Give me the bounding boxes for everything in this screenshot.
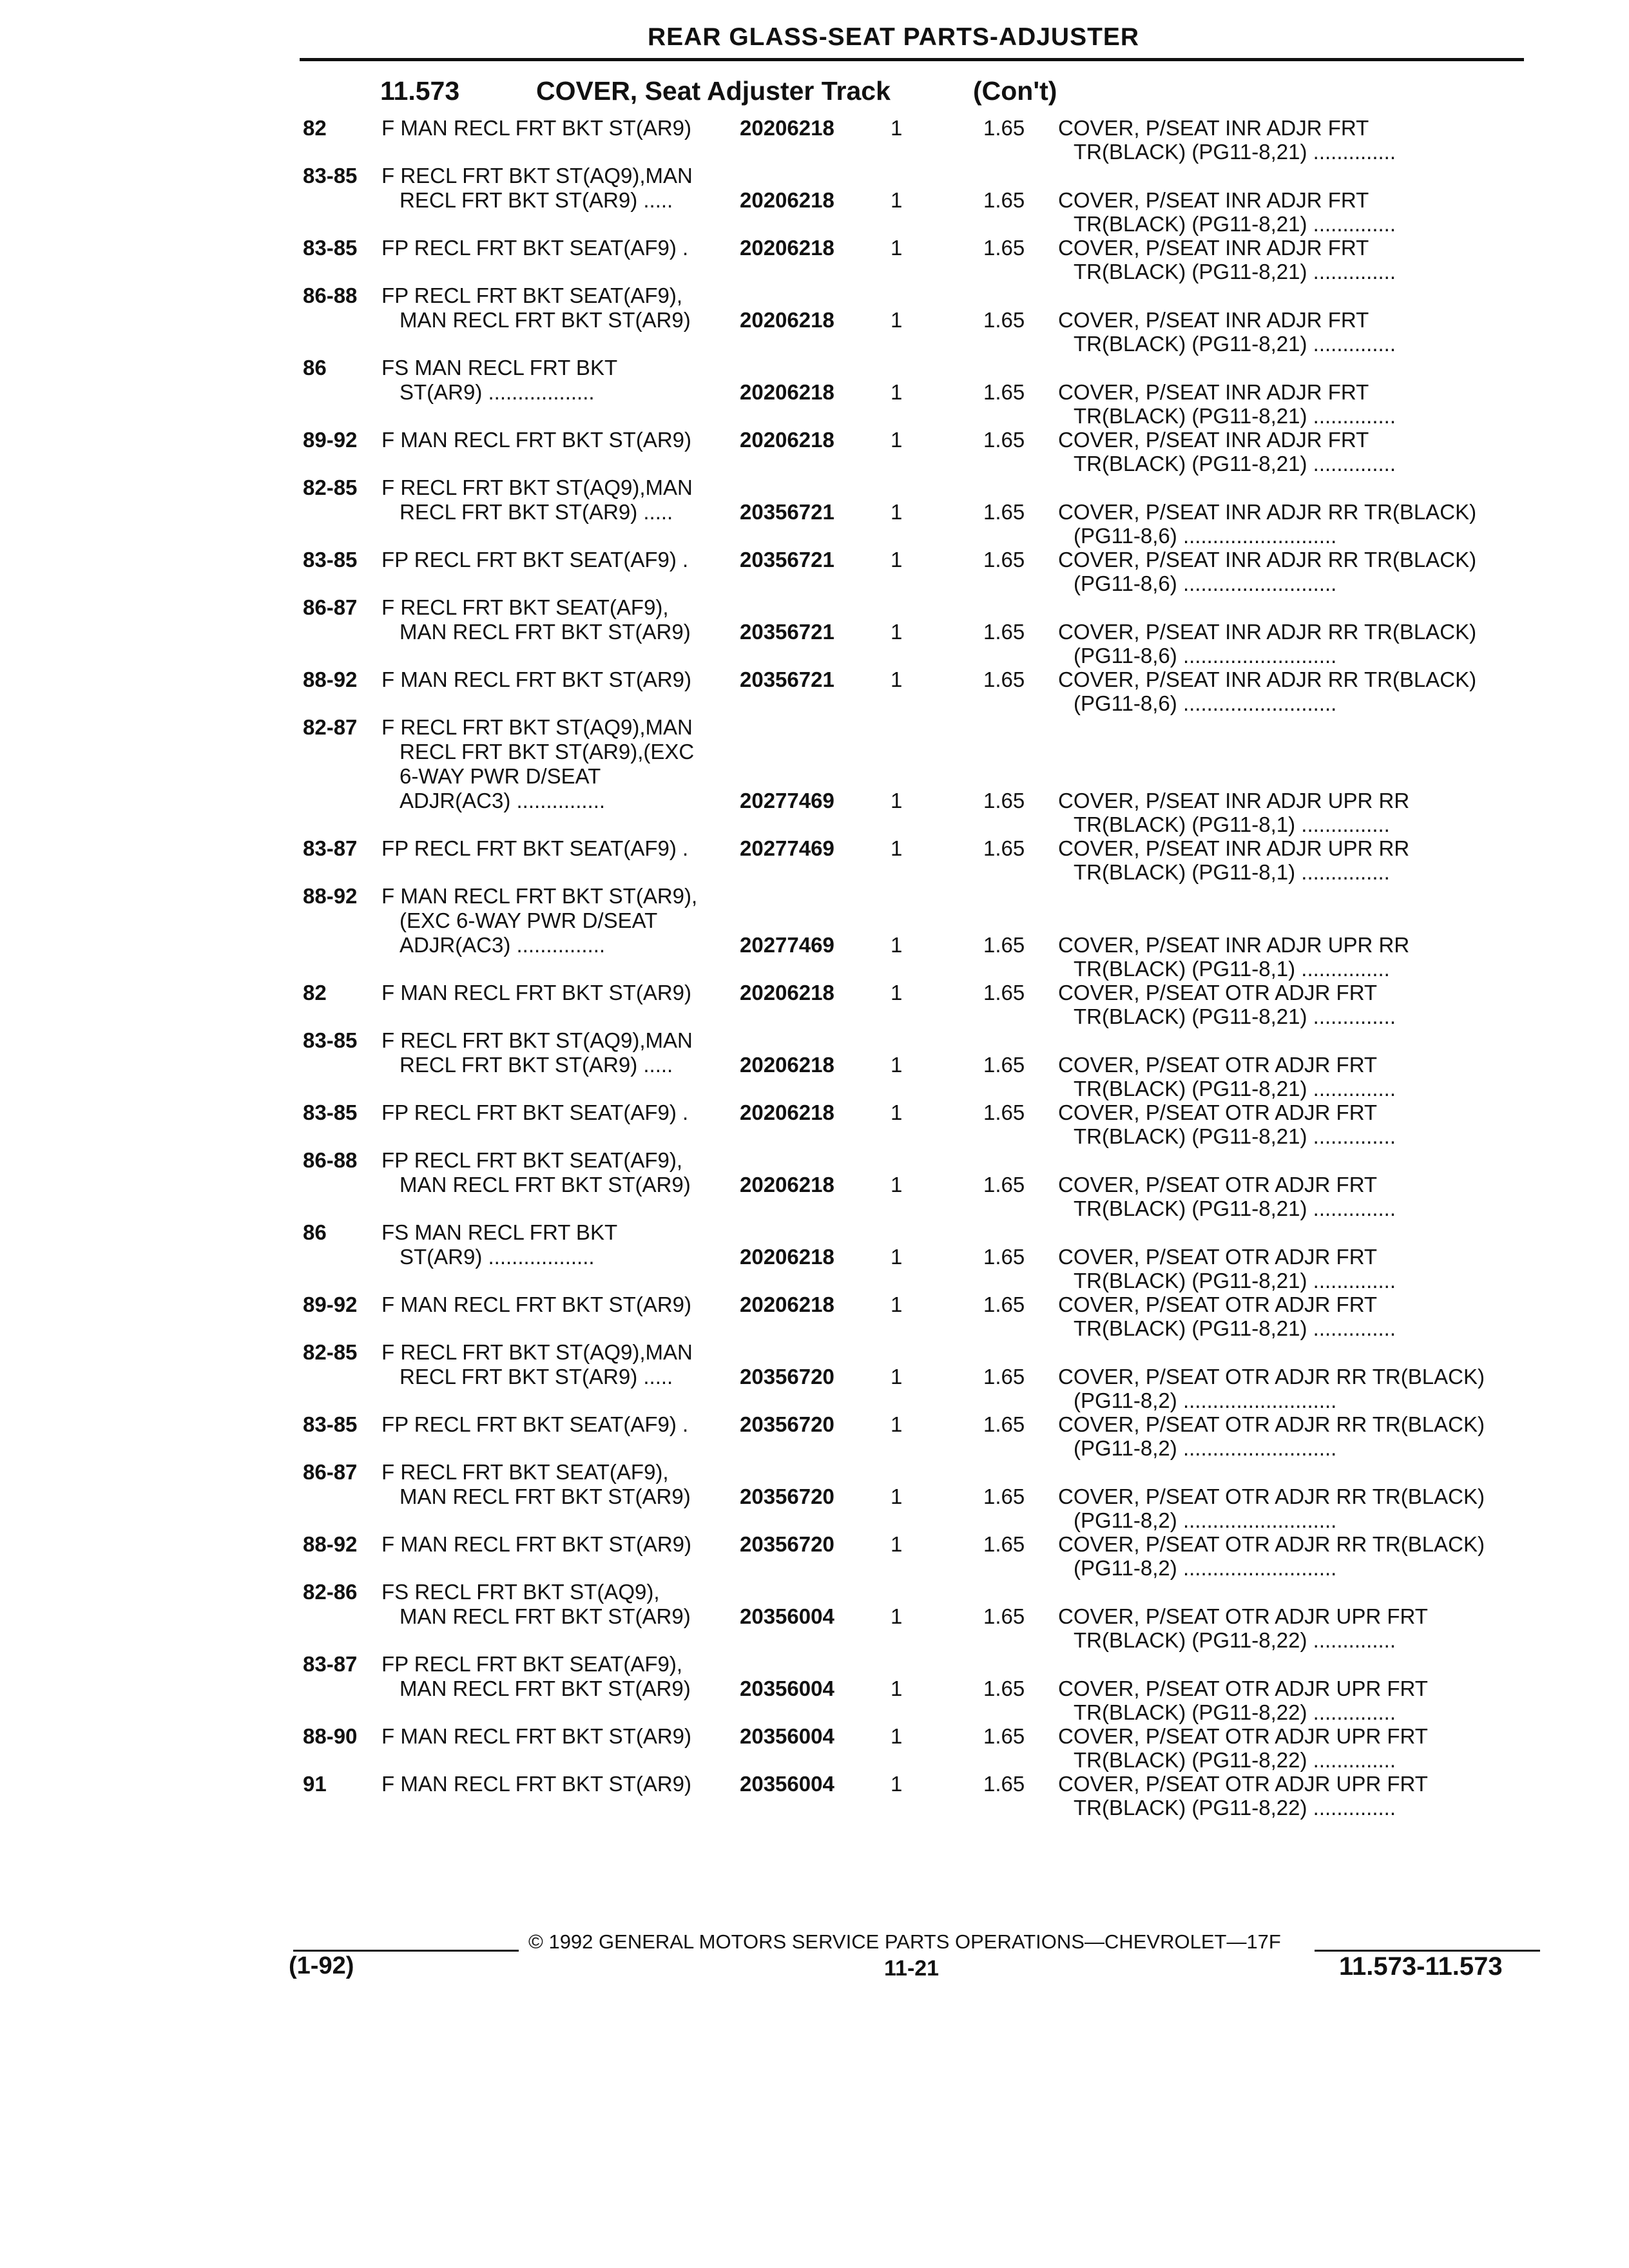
footer-page-number: 11-21	[884, 1956, 940, 1981]
description-line: F MAN RECL FRT BKT ST(AR9)	[381, 981, 692, 1004]
price: 1.65	[983, 1245, 1025, 1269]
part-name	[1058, 1532, 1485, 1580]
part-name-line: (PG11-8,6) ..........................	[1074, 524, 1337, 548]
footer-rule-left	[293, 1950, 519, 1952]
part-number: 20206218	[740, 236, 834, 260]
description-line: MAN RECL FRT BKT ST(AR9)	[400, 308, 691, 332]
part-name-line: (PG11-8,2) ..........................	[1074, 1556, 1337, 1580]
price: 1.65	[983, 1485, 1025, 1508]
description-line: MAN RECL FRT BKT ST(AR9)	[400, 1604, 691, 1628]
part-name-line: COVER, P/SEAT OTR ADJR RR TR(BLACK)	[1058, 1532, 1485, 1556]
quantity: 1	[891, 1772, 903, 1796]
part-name-line: TR(BLACK) (PG11-8,1) ...............	[1074, 812, 1390, 836]
model-years: 86-88	[303, 1148, 358, 1172]
part-number: 20356004	[740, 1604, 834, 1628]
model-years: 82	[303, 981, 327, 1004]
quantity: 1	[891, 1293, 903, 1316]
model-years: 88-92	[303, 884, 358, 908]
price: 1.65	[983, 380, 1025, 404]
quantity: 1	[891, 1173, 903, 1196]
description-line: F RECL FRT BKT ST(AQ9),MAN	[381, 1028, 693, 1052]
model-years: 83-85	[303, 1412, 358, 1436]
model-years: 91	[303, 1772, 327, 1796]
table-row	[0, 1580, 1629, 1652]
description-line: MAN RECL FRT BKT ST(AR9)	[400, 1173, 691, 1196]
model-years: 83-87	[303, 836, 358, 860]
application-description	[381, 1100, 688, 1125]
part-name-line: TR(BLACK) (PG11-8,22) ..............	[1074, 1700, 1396, 1724]
table-row	[0, 476, 1629, 548]
part-number: 20206218	[740, 981, 834, 1004]
part-number: 20277469	[740, 836, 834, 860]
application-description	[381, 236, 688, 260]
application-description	[381, 715, 694, 813]
part-name-line: COVER, P/SEAT INR ADJR FRT	[1058, 428, 1369, 452]
part-name-line: COVER, P/SEAT INR ADJR RR TR(BLACK)	[1058, 500, 1477, 524]
part-number: 20356720	[740, 1412, 834, 1436]
description-line: FP RECL FRT BKT SEAT(AF9) .	[381, 548, 689, 572]
part-number: 20206218	[740, 116, 834, 140]
part-name-line: COVER, P/SEAT INR ADJR UPR RR	[1058, 789, 1410, 812]
part-name-line: COVER, P/SEAT OTR ADJR UPR FRT	[1058, 1604, 1428, 1628]
part-number: 20356721	[740, 548, 834, 572]
quantity: 1	[891, 116, 903, 140]
part-name	[1058, 1365, 1485, 1412]
table-row	[0, 981, 1629, 1028]
part-name-line: TR(BLACK) (PG11-8,22) ..............	[1074, 1796, 1396, 1820]
part-name-line: TR(BLACK) (PG11-8,21) ..............	[1074, 1269, 1396, 1293]
application-description	[381, 476, 693, 524]
price: 1.65	[983, 428, 1025, 452]
price: 1.65	[983, 116, 1025, 140]
part-name-line: COVER, P/SEAT INR ADJR FRT	[1058, 308, 1369, 332]
part-number: 20356720	[740, 1485, 834, 1508]
model-years: 83-85	[303, 164, 358, 187]
quantity: 1	[891, 933, 903, 957]
part-name	[1058, 1053, 1396, 1100]
part-number: 20356004	[740, 1724, 834, 1748]
part-name-line: TR(BLACK) (PG11-8,21) ..............	[1074, 404, 1396, 428]
application-description	[381, 1293, 691, 1317]
description-line: FP RECL FRT BKT SEAT(AF9),	[381, 1148, 682, 1172]
part-name	[1058, 116, 1396, 164]
part-number: 20206218	[740, 380, 834, 404]
part-name-line: COVER, P/SEAT OTR ADJR UPR FRT	[1058, 1772, 1428, 1796]
part-name-line: COVER, P/SEAT OTR ADJR UPR FRT	[1058, 1677, 1428, 1700]
model-years: 86-87	[303, 595, 358, 619]
price: 1.65	[983, 668, 1025, 691]
part-number: 20356720	[740, 1365, 834, 1389]
part-name-line: TR(BLACK) (PG11-8,21) ..............	[1074, 212, 1396, 236]
part-number: 20206218	[740, 1053, 834, 1077]
description-line: F MAN RECL FRT BKT ST(AR9)	[381, 116, 692, 140]
table-row	[0, 1724, 1629, 1772]
model-years: 82-85	[303, 476, 358, 499]
part-name-line: COVER, P/SEAT OTR ADJR RR TR(BLACK)	[1058, 1412, 1485, 1436]
part-name-line: TR(BLACK) (PG11-8,1) ...............	[1074, 957, 1390, 981]
price: 1.65	[983, 981, 1025, 1004]
table-row	[0, 1148, 1629, 1220]
description-line: FS RECL FRT BKT ST(AQ9),	[381, 1580, 660, 1604]
quantity: 1	[891, 620, 903, 644]
table-row	[0, 1220, 1629, 1293]
table-row	[0, 1772, 1629, 1820]
table-row	[0, 715, 1629, 836]
price: 1.65	[983, 236, 1025, 260]
description-line: ADJR(AC3) ...............	[400, 789, 606, 812]
table-row	[0, 1532, 1629, 1580]
application-description	[381, 356, 617, 405]
description-line: FP RECL FRT BKT SEAT(AF9) .	[381, 1412, 689, 1436]
application-description	[381, 1772, 691, 1796]
price: 1.65	[983, 1100, 1025, 1124]
price: 1.65	[983, 1412, 1025, 1436]
description-line: MAN RECL FRT BKT ST(AR9)	[400, 620, 691, 644]
application-description	[381, 981, 691, 1005]
continued-label: (Con't)	[973, 76, 1057, 106]
description-line: F MAN RECL FRT BKT ST(AR9)	[381, 1772, 692, 1796]
part-name	[1058, 1724, 1428, 1772]
description-line: F RECL FRT BKT ST(AQ9),MAN	[381, 476, 693, 499]
part-number: 20206218	[740, 188, 834, 212]
part-number: 20356004	[740, 1772, 834, 1796]
footer-range: 11.573-11.573	[1339, 1952, 1503, 1981]
part-number: 20277469	[740, 933, 834, 957]
application-description	[381, 116, 691, 140]
description-line: ADJR(AC3) ...............	[400, 933, 606, 957]
part-name	[1058, 380, 1396, 428]
description-line: MAN RECL FRT BKT ST(AR9)	[400, 1485, 691, 1508]
description-line: ST(AR9) ..................	[400, 380, 595, 404]
part-name-line: TR(BLACK) (PG11-8,21) ..............	[1074, 1077, 1396, 1100]
model-years: 83-85	[303, 1028, 358, 1052]
quantity: 1	[891, 836, 903, 860]
quantity: 1	[891, 548, 903, 572]
description-line: ST(AR9) ..................	[400, 1245, 595, 1269]
model-years: 83-85	[303, 236, 358, 260]
part-number: 20356004	[740, 1677, 834, 1700]
quantity: 1	[891, 1100, 903, 1124]
description-line: F RECL FRT BKT ST(AQ9),MAN	[381, 164, 693, 187]
part-name-line: TR(BLACK) (PG11-8,21) ..............	[1074, 260, 1396, 284]
price: 1.65	[983, 1173, 1025, 1196]
application-description	[381, 836, 688, 861]
part-name-line: COVER, P/SEAT OTR ADJR FRT	[1058, 1173, 1378, 1196]
part-name-line: COVER, P/SEAT OTR ADJR RR TR(BLACK)	[1058, 1485, 1485, 1508]
model-years: 86	[303, 1220, 327, 1244]
application-description	[381, 1532, 691, 1557]
description-line: F MAN RECL FRT BKT ST(AR9)	[381, 1532, 692, 1556]
part-number: 20206218	[740, 1100, 834, 1124]
application-description	[381, 1148, 691, 1197]
part-name-line: (PG11-8,6) ..........................	[1074, 691, 1337, 715]
model-years: 86	[303, 356, 327, 380]
part-name	[1058, 836, 1409, 884]
quantity: 1	[891, 1245, 903, 1269]
application-description	[381, 1724, 691, 1749]
footer-copyright: © 1992 GENERAL MOTORS SERVICE PARTS OPERATIONS—CHEVROLET—17F	[528, 1930, 1281, 1953]
part-name-line: (PG11-8,2) ..........................	[1074, 1389, 1337, 1412]
quantity: 1	[891, 500, 903, 524]
application-description	[381, 428, 691, 452]
part-name-line: (PG11-8,6) ..........................	[1074, 644, 1337, 668]
price: 1.65	[983, 1293, 1025, 1316]
part-name	[1058, 668, 1476, 715]
description-line: RECL FRT BKT ST(AR9) .....	[400, 1053, 673, 1077]
table-row	[0, 548, 1629, 595]
description-line: FP RECL FRT BKT SEAT(AF9) .	[381, 1100, 689, 1124]
part-name	[1058, 789, 1409, 836]
description-line: FS MAN RECL FRT BKT	[381, 1220, 618, 1244]
description-line: F RECL FRT BKT ST(AQ9),MAN	[381, 715, 693, 739]
price: 1.65	[983, 620, 1025, 644]
table-row	[0, 428, 1629, 476]
quantity: 1	[891, 1724, 903, 1748]
part-name-line: TR(BLACK) (PG11-8,21) ..............	[1074, 140, 1396, 164]
price: 1.65	[983, 1677, 1025, 1700]
price: 1.65	[983, 1365, 1025, 1389]
part-name	[1058, 1173, 1396, 1220]
model-years: 82-86	[303, 1580, 358, 1604]
model-years: 88-90	[303, 1724, 358, 1748]
quantity: 1	[891, 1053, 903, 1077]
model-years: 88-92	[303, 668, 358, 691]
application-description	[381, 548, 688, 572]
part-name	[1058, 188, 1396, 236]
description-line: 6-WAY PWR D/SEAT	[400, 764, 601, 788]
part-name-line: COVER, P/SEAT OTR ADJR FRT	[1058, 1100, 1378, 1124]
description-line: FP RECL FRT BKT SEAT(AF9),	[381, 284, 682, 307]
price: 1.65	[983, 308, 1025, 332]
application-description	[381, 1460, 691, 1509]
group-number: 11.573	[380, 76, 460, 106]
application-description	[381, 284, 691, 332]
description-line: F RECL FRT BKT SEAT(AF9),	[381, 595, 669, 619]
part-name	[1058, 1485, 1485, 1532]
part-name-line: COVER, P/SEAT INR ADJR FRT	[1058, 380, 1369, 404]
price: 1.65	[983, 548, 1025, 572]
price: 1.65	[983, 1532, 1025, 1556]
description-line: F MAN RECL FRT BKT ST(AR9)	[381, 668, 692, 691]
part-name	[1058, 1100, 1396, 1148]
description-line: RECL FRT BKT ST(AR9) .....	[400, 500, 673, 524]
application-description	[381, 1028, 693, 1077]
quantity: 1	[891, 1365, 903, 1389]
description-line: FP RECL FRT BKT SEAT(AF9) .	[381, 836, 689, 860]
table-row	[0, 284, 1629, 356]
footer-rule-right	[1315, 1950, 1540, 1952]
model-years: 89-92	[303, 428, 358, 452]
footer-date-code: (1-92)	[289, 1952, 354, 1979]
part-name	[1058, 933, 1409, 981]
price: 1.65	[983, 500, 1025, 524]
application-description	[381, 164, 693, 213]
application-description	[381, 1340, 693, 1389]
description-line: FP RECL FRT BKT SEAT(AF9),	[381, 1652, 682, 1676]
application-description	[381, 884, 697, 957]
price: 1.65	[983, 933, 1025, 957]
quantity: 1	[891, 188, 903, 212]
part-name	[1058, 1293, 1396, 1340]
quantity: 1	[891, 789, 903, 812]
part-name-line: COVER, P/SEAT OTR ADJR UPR FRT	[1058, 1724, 1428, 1748]
model-years: 82-87	[303, 715, 358, 739]
part-name	[1058, 428, 1396, 476]
part-name	[1058, 1412, 1485, 1460]
description-line: (EXC 6-WAY PWR D/SEAT	[400, 908, 658, 932]
part-name-line: COVER, P/SEAT INR ADJR FRT	[1058, 116, 1369, 140]
part-name	[1058, 1677, 1428, 1724]
part-name-line: COVER, P/SEAT INR ADJR RR TR(BLACK)	[1058, 668, 1477, 691]
description-line: MAN RECL FRT BKT ST(AR9)	[400, 1677, 691, 1700]
table-row	[0, 1293, 1629, 1340]
price: 1.65	[983, 188, 1025, 212]
part-name-line: COVER, P/SEAT INR ADJR UPR RR	[1058, 836, 1410, 860]
description-line: F RECL FRT BKT ST(AQ9),MAN	[381, 1340, 693, 1364]
page-title: REAR GLASS-SEAT PARTS-ADJUSTER	[648, 23, 1140, 51]
part-name-line: (PG11-8,2) ..........................	[1074, 1508, 1337, 1532]
price: 1.65	[983, 1604, 1025, 1628]
application-description	[381, 1652, 691, 1701]
part-name-line: COVER, P/SEAT INR ADJR UPR RR	[1058, 933, 1410, 957]
quantity: 1	[891, 1677, 903, 1700]
quantity: 1	[891, 380, 903, 404]
part-name-line: COVER, P/SEAT OTR ADJR FRT	[1058, 1053, 1378, 1077]
model-years: 86-88	[303, 284, 358, 307]
model-years: 83-87	[303, 1652, 358, 1676]
part-number: 20206218	[740, 428, 834, 452]
part-name-line: COVER, P/SEAT OTR ADJR FRT	[1058, 981, 1378, 1004]
description-line: F MAN RECL FRT BKT ST(AR9),	[381, 884, 698, 908]
model-years: 82-85	[303, 1340, 358, 1364]
part-number: 20356721	[740, 668, 834, 691]
description-line: RECL FRT BKT ST(AR9),(EXC	[400, 740, 695, 764]
price: 1.65	[983, 1772, 1025, 1796]
part-name-line: (PG11-8,2) ..........................	[1074, 1436, 1337, 1460]
part-name-line: TR(BLACK) (PG11-8,21) ..............	[1074, 332, 1396, 356]
part-name	[1058, 500, 1476, 548]
part-name-line: COVER, P/SEAT INR ADJR RR TR(BLACK)	[1058, 620, 1477, 644]
group-name: COVER, Seat Adjuster Track	[536, 76, 891, 106]
part-name	[1058, 1604, 1428, 1652]
table-row	[0, 668, 1629, 715]
part-name	[1058, 236, 1396, 284]
part-name	[1058, 1245, 1396, 1293]
price: 1.65	[983, 789, 1025, 812]
model-years: 86-87	[303, 1460, 358, 1484]
part-number: 20206218	[740, 1245, 834, 1269]
table-row	[0, 1460, 1629, 1532]
part-name-line: COVER, P/SEAT INR ADJR FRT	[1058, 236, 1369, 260]
part-name-line: COVER, P/SEAT INR ADJR RR TR(BLACK)	[1058, 548, 1477, 572]
part-name	[1058, 1772, 1428, 1820]
description-line: FS MAN RECL FRT BKT	[381, 356, 618, 380]
description-line: RECL FRT BKT ST(AR9) .....	[400, 188, 673, 212]
quantity: 1	[891, 1485, 903, 1508]
part-name-line: TR(BLACK) (PG11-8,21) ..............	[1074, 1196, 1396, 1220]
description-line: F MAN RECL FRT BKT ST(AR9)	[381, 1724, 692, 1748]
part-name-line: TR(BLACK) (PG11-8,22) ..............	[1074, 1628, 1396, 1652]
part-number: 20206218	[740, 1293, 834, 1316]
quantity: 1	[891, 1412, 903, 1436]
table-row	[0, 884, 1629, 981]
part-name	[1058, 548, 1476, 595]
part-name-line: COVER, P/SEAT OTR ADJR FRT	[1058, 1245, 1378, 1269]
table-row	[0, 116, 1629, 164]
price: 1.65	[983, 1724, 1025, 1748]
part-name-line: COVER, P/SEAT INR ADJR FRT	[1058, 188, 1369, 212]
table-row	[0, 595, 1629, 668]
table-row	[0, 356, 1629, 428]
quantity: 1	[891, 1604, 903, 1628]
part-name	[1058, 981, 1396, 1028]
model-years: 83-85	[303, 1100, 358, 1124]
description-line: RECL FRT BKT ST(AR9) .....	[400, 1365, 673, 1389]
part-number: 20356720	[740, 1532, 834, 1556]
application-description	[381, 1580, 691, 1629]
table-row	[0, 1100, 1629, 1148]
description-line: F MAN RECL FRT BKT ST(AR9)	[381, 428, 692, 452]
table-row	[0, 836, 1629, 884]
quantity: 1	[891, 668, 903, 691]
part-name-line: TR(BLACK) (PG11-8,21) ..............	[1074, 1004, 1396, 1028]
part-name-line: COVER, P/SEAT OTR ADJR RR TR(BLACK)	[1058, 1365, 1485, 1389]
table-row	[0, 1652, 1629, 1724]
part-number: 20356721	[740, 500, 834, 524]
part-name-line: TR(BLACK) (PG11-8,21) ..............	[1074, 452, 1396, 476]
quantity: 1	[891, 236, 903, 260]
part-number: 20206218	[740, 308, 834, 332]
description-line: F MAN RECL FRT BKT ST(AR9)	[381, 1293, 692, 1316]
part-name-line: TR(BLACK) (PG11-8,21) ..............	[1074, 1316, 1396, 1340]
model-years: 83-85	[303, 548, 358, 572]
application-description	[381, 668, 691, 692]
application-description	[381, 595, 691, 644]
part-number: 20356721	[740, 620, 834, 644]
model-years: 82	[303, 116, 327, 140]
part-name-line: TR(BLACK) (PG11-8,1) ...............	[1074, 860, 1390, 884]
application-description	[381, 1220, 617, 1269]
model-years: 88-92	[303, 1532, 358, 1556]
table-row	[0, 164, 1629, 236]
quantity: 1	[891, 1532, 903, 1556]
quantity: 1	[891, 308, 903, 332]
part-name-line: (PG11-8,6) ..........................	[1074, 572, 1337, 595]
part-name	[1058, 620, 1476, 668]
part-name-line: TR(BLACK) (PG11-8,21) ..............	[1074, 1124, 1396, 1148]
part-number: 20277469	[740, 789, 834, 812]
description-line: F RECL FRT BKT SEAT(AF9),	[381, 1460, 669, 1484]
page-header	[300, 22, 1524, 61]
price: 1.65	[983, 1053, 1025, 1077]
part-name	[1058, 308, 1396, 356]
description-line: FP RECL FRT BKT SEAT(AF9) .	[381, 236, 689, 260]
part-name-line: COVER, P/SEAT OTR ADJR FRT	[1058, 1293, 1378, 1316]
part-number: 20206218	[740, 1173, 834, 1196]
part-name-line: TR(BLACK) (PG11-8,22) ..............	[1074, 1748, 1396, 1772]
application-description	[381, 1412, 688, 1437]
table-row	[0, 1340, 1629, 1412]
price: 1.65	[983, 836, 1025, 860]
parts-list	[0, 116, 1629, 1820]
model-years: 89-92	[303, 1293, 358, 1316]
table-row	[0, 1028, 1629, 1100]
table-row	[0, 236, 1629, 284]
table-row	[0, 1412, 1629, 1460]
quantity: 1	[891, 981, 903, 1004]
quantity: 1	[891, 428, 903, 452]
